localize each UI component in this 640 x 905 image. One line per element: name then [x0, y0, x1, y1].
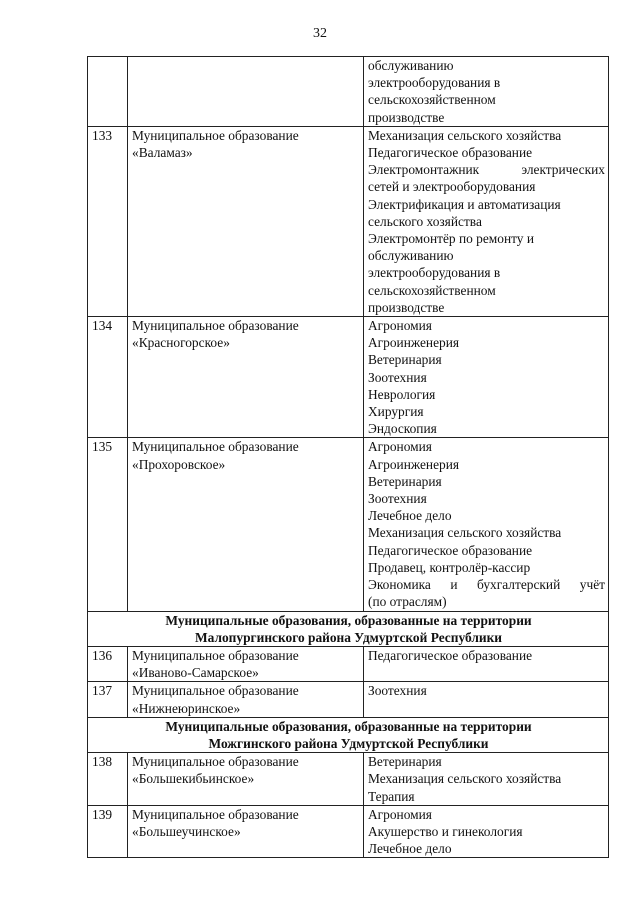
specialty-item: электрооборудования в: [368, 265, 501, 281]
specialty-item: (по отраслям): [368, 594, 447, 610]
municipality-name: [128, 753, 364, 806]
specialty-item: Неврология: [368, 386, 436, 402]
specialty-item: Зоотехния: [368, 369, 427, 385]
section-header-row: [88, 717, 609, 752]
specialty-item: сельскохозяйственном: [368, 92, 496, 108]
municipality-name-line: «Иваново-Самарское»: [132, 665, 259, 681]
municipality-name-line: Муниципальное образование: [132, 754, 299, 770]
specialty-item: Педагогическое образование: [368, 542, 533, 558]
specialty-item: Агроинженерия: [368, 335, 460, 351]
specialty-item: Агрономия: [368, 439, 432, 455]
specialty-item: Зоотехния: [368, 491, 427, 507]
specialty-item: Продавец, контролёр-кассир: [368, 559, 531, 575]
specialty-item: обслуживанию: [368, 248, 454, 264]
specialty-item: Механизация сельского хозяйства: [368, 525, 562, 541]
specialty-item: Электромонтажник электрических: [368, 162, 605, 178]
municipality-name-line: «Большекибьинское»: [132, 771, 255, 787]
table-row: [88, 646, 609, 681]
specialties-list: [364, 753, 609, 806]
section-header-row: [88, 611, 609, 646]
row-number: 137: [88, 682, 128, 717]
municipality-name: [128, 57, 364, 127]
specialty-item: производстве: [368, 299, 445, 315]
specialty-item: Механизация сельского хозяйства: [368, 771, 562, 787]
specialty-item: сетей и электрооборудования: [368, 179, 536, 195]
specialty-item: Терапия: [368, 788, 415, 804]
specialty-item: Хирургия: [368, 404, 424, 420]
municipality-name-line: Муниципальное образование: [132, 318, 299, 334]
specialty-item: Механизация сельского хозяйства: [368, 127, 562, 143]
page-number: 32: [313, 26, 327, 41]
table-row: [88, 317, 609, 438]
specialty-item: Экономика и бухгалтерский учёт: [368, 577, 605, 593]
municipality-name-line: Муниципальное образование: [132, 806, 299, 822]
specialty-item: Акушерство и гинекология: [368, 823, 523, 839]
specialty-item: Ветеринария: [368, 473, 442, 489]
specialty-item: Зоотехния: [368, 683, 427, 699]
specialties-list: [364, 646, 609, 681]
specialty-item: Агроинженерия: [368, 456, 460, 472]
specialties-list: [364, 682, 609, 717]
table-body: [88, 57, 609, 858]
specialties-list: [364, 317, 609, 438]
specialty-item: Электромонтёр по ремонту и: [368, 231, 535, 247]
municipality-name: [128, 682, 364, 717]
municipality-name: [128, 438, 364, 611]
specialty-item: Агрономия: [368, 806, 432, 822]
specialty-item: сельскохозяйственном: [368, 282, 496, 298]
row-number: 138: [88, 753, 128, 806]
row-number: 139: [88, 805, 128, 858]
municipality-name-line: Муниципальное образование: [132, 439, 299, 455]
row-number: [88, 57, 128, 127]
row-number: 134: [88, 317, 128, 438]
municipality-name-line: «Красногорское»: [132, 335, 230, 351]
municipality-name-line: Муниципальное образование: [132, 683, 299, 699]
specialty-item: Лечебное дело: [368, 508, 452, 524]
row-number: 135: [88, 438, 128, 611]
specialty-item: Ветеринария: [368, 352, 442, 368]
municipality-name-line: «Прохоровское»: [132, 456, 226, 472]
municipalities-table: [87, 56, 609, 858]
municipality-name-line: Муниципальное образование: [132, 647, 299, 663]
table-row: [88, 805, 609, 858]
specialties-list: [364, 805, 609, 858]
specialties-list: [364, 57, 609, 127]
municipality-name-line: «Большеучинское»: [132, 823, 241, 839]
section-header: [88, 717, 609, 752]
specialty-item: Лечебное дело: [368, 841, 452, 857]
specialty-item: Педагогическое образование: [368, 647, 533, 663]
municipality-name: [128, 126, 364, 316]
specialty-item: Электрификация и автоматизация: [368, 196, 561, 212]
table-row: [88, 682, 609, 717]
section-header: [88, 611, 609, 646]
section-header-line: Можгинского района Удмуртской Республики: [208, 735, 489, 751]
municipality-name: [128, 646, 364, 681]
table-row: [88, 753, 609, 806]
specialty-item: Педагогическое образование: [368, 145, 533, 161]
row-number: 136: [88, 646, 128, 681]
municipality-name: [128, 805, 364, 858]
specialty-item: электрооборудования в: [368, 75, 501, 91]
municipality-name-line: «Валамаз»: [132, 145, 193, 161]
section-header-line: Муниципальные образования, образованные на территории: [165, 718, 532, 734]
municipality-name-line: «Нижнеюринское»: [132, 700, 241, 716]
specialty-item: сельского хозяйства: [368, 213, 482, 229]
section-header-line: Муниципальные образования, образованные на территории: [165, 612, 532, 628]
row-number: 133: [88, 126, 128, 316]
specialty-item: Агрономия: [368, 318, 432, 334]
specialty-item: Ветеринария: [368, 754, 442, 770]
specialty-item: обслуживанию: [368, 58, 454, 73]
specialty-item: производстве: [368, 109, 445, 125]
municipality-name-line: Муниципальное образование: [132, 127, 299, 143]
specialties-list: [364, 126, 609, 316]
specialty-item: Эндоскопия: [368, 421, 437, 437]
table-row: [88, 57, 609, 127]
section-header-line: Малопургинского района Удмуртской Республики: [195, 629, 502, 645]
table-row: [88, 126, 609, 316]
specialties-list: [364, 438, 609, 611]
table-row: [88, 438, 609, 611]
municipality-name: [128, 317, 364, 438]
